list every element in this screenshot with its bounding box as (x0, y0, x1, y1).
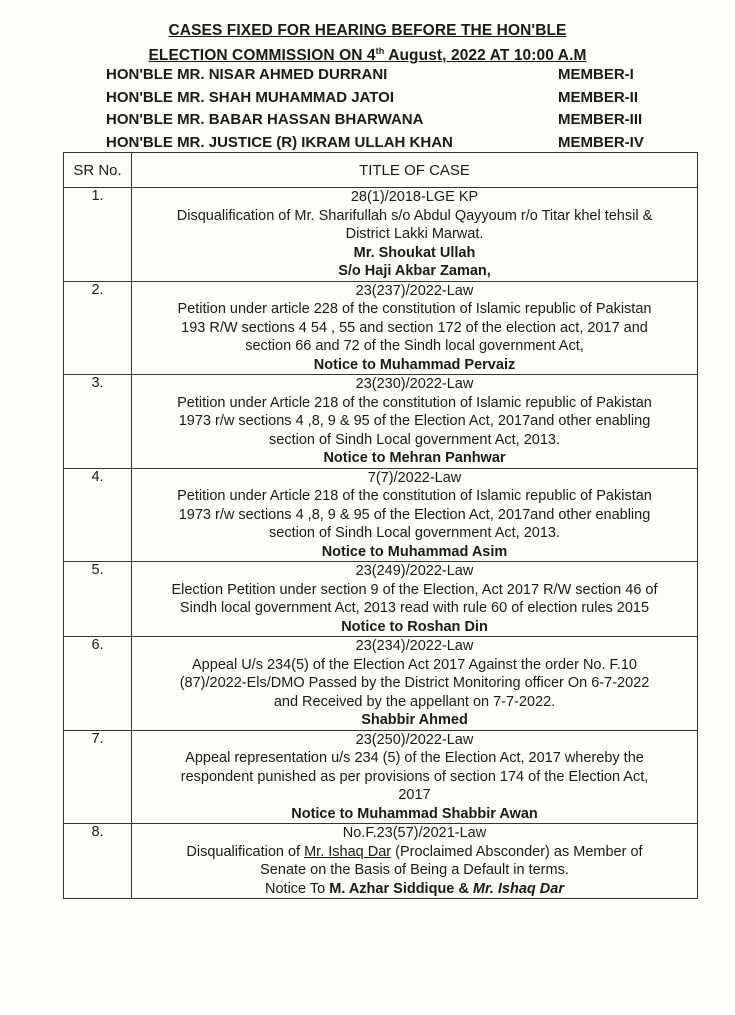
table-row (64, 824, 698, 899)
member-seat: MEMBER-I (558, 66, 634, 83)
header-line-2-pre: ELECTION COMMISSION ON 4 (148, 47, 376, 65)
case-party-line: S/o Haji Akbar Zaman, (338, 263, 491, 279)
case-number: 28(1)/2018-LGE KP (350, 189, 479, 205)
case-description-line: and Received by the appellant on 7-7-2022. (273, 693, 556, 710)
case-title-cell (132, 375, 698, 469)
member-name: HON'BLE MR. SHAH MUHAMMAD JATOI (106, 88, 395, 106)
case-description-line: Senate on the Basis of Being a Default in terms. (260, 862, 569, 878)
case-description-line: section 66 and 72 of the Sindh local government Act, (245, 338, 584, 354)
case-number: 23(250)/2022-Law (355, 731, 474, 748)
case-title-cell (132, 637, 698, 731)
case-description-line: 1973 r/w sections 4 ,8, 9 & 95 of the Election Act, 2017and other enabling (178, 506, 651, 523)
case-description-line: Petition under article 228 of the constitution of Islamic republic of Pakistan (177, 301, 652, 317)
case-sr-number: 2. (64, 281, 132, 375)
case-title-cell (132, 281, 698, 375)
case-description-line: Sindh local government Act, 2013 read with rule 60 of election rules 2015 (179, 600, 650, 616)
case-description-line: Petition under Article 218 of the constitution of Islamic republic of Pakistan (177, 394, 652, 411)
header-line-2-post: August, 2022 AT 10:00 A.M (384, 47, 587, 65)
header-ordinal-sup: th (375, 46, 385, 56)
case-sr-number: 5. (64, 562, 132, 637)
case-sr-number: 8. (64, 824, 132, 899)
case-party-line (132, 880, 697, 899)
party-name: Mr. Ishaq Dar (472, 880, 564, 897)
case-number: 23(249)/2022-Law (355, 563, 474, 579)
member-row (106, 89, 666, 112)
case-description-line: 193 R/W sections 4 54 , 55 and section 172 of the election act, 2017 and (181, 319, 648, 336)
table-row (64, 375, 698, 469)
case-description-line: 1973 r/w sections 4 ,8, 9 & 95 of the Election Act, 2017and other enabling (178, 413, 651, 429)
table-row (64, 637, 698, 731)
case-title-cell (132, 188, 698, 282)
member-row (106, 66, 666, 89)
table-row (64, 562, 698, 637)
column-header-sr: SR No. (64, 153, 132, 188)
case-sr-number: 7. (64, 730, 132, 824)
cases-body (64, 188, 698, 899)
case-description-line: Election Petition under section 9 of the Election, Act 2017 R/W section 46 of (171, 581, 658, 598)
member-name: HON'BLE MR. BABAR HASSAN BHARWANA (106, 111, 424, 128)
desc-text: (Proclaimed Absconder) as Member of (391, 843, 643, 860)
case-title-cell (132, 468, 698, 562)
case-description-line: Disqualification of Mr. Sharifullah s/o Abdul Qayyoum r/o Titar khel tehsil & (176, 207, 653, 224)
case-party-line: Notice to Mehran Panhwar (323, 450, 506, 466)
case-description-line: (87)/2022-Els/DMO Passed by the District Monitoring officer On 6-7-2022 (179, 675, 650, 691)
case-description-line: District Lakki Marwat. (345, 226, 484, 242)
case-number: No.F.23(57)/2021-Law (342, 825, 487, 841)
column-header-title: TITLE OF CASE (132, 153, 698, 188)
case-description-line: Appeal representation u/s 234 (5) of the Election Act, 2017 whereby the (185, 750, 644, 766)
desc-text: Disqualification of (186, 843, 305, 860)
case-number: 7(7)/2022-Law (367, 469, 462, 486)
case-sr-number: 3. (64, 375, 132, 469)
case-party-line: Notice to Muhammad Asim (321, 543, 508, 560)
table-row (64, 188, 698, 282)
ampersand: & (454, 880, 473, 897)
cases-table (63, 152, 698, 899)
table-row (64, 468, 698, 562)
case-party-line: Notice to Muhammad Pervaiz (313, 356, 516, 373)
respondent-name: Mr. Ishaq Dar (304, 843, 392, 860)
member-name: HON'BLE MR. JUSTICE (R) IKRAM ULLAH KHAN (106, 133, 453, 151)
case-party-line: Mr. Shoukat Ullah (353, 244, 476, 261)
case-party-line: Notice to Roshan Din (341, 618, 488, 635)
case-sr-number: 4. (64, 468, 132, 562)
case-number: 23(230)/2022-Law (355, 376, 474, 392)
case-title-cell (132, 730, 698, 824)
case-description-line: 2017 (398, 787, 431, 803)
case-description-line: Petition under Article 218 of the constitution of Islamic republic of Pakistan (177, 488, 652, 504)
member-seat: MEMBER-II (558, 88, 638, 106)
notice-prefix: Notice To (265, 880, 330, 897)
header-title-line-1: CASES FIXED FOR HEARING BEFORE THE HON'BLE (168, 22, 567, 39)
member-row (106, 111, 666, 134)
case-title-cell (132, 562, 698, 637)
table-row (64, 281, 698, 375)
case-description-line: respondent punished as per provisions of section 174 of the Election Act, (180, 768, 649, 785)
member-seat: MEMBER-IV (558, 133, 644, 151)
case-number: 23(237)/2022-Law (355, 282, 474, 299)
case-party-line: Shabbir Ahmed (361, 712, 468, 728)
case-description-line: section of Sindh Local government Act, 2013. (269, 525, 560, 541)
party-name: M. Azhar Siddique (329, 880, 455, 897)
case-sr-number: 6. (64, 637, 132, 731)
case-title-cell (132, 824, 698, 899)
case-description-line: Appeal U/s 234(5) of the Election Act 2017 Against the order No. F.10 (192, 656, 637, 673)
case-party-line: Notice to Muhammad Shabbir Awan (291, 805, 538, 822)
case-description-line (132, 843, 697, 862)
member-seat: MEMBER-III (558, 111, 643, 128)
document-header (0, 20, 735, 66)
member-name: HON'BLE MR. NISAR AHMED DURRANI (106, 66, 388, 83)
header-title-line-2 (0, 41, 735, 66)
bench-members (106, 66, 666, 156)
case-number: 23(234)/2022-Law (355, 638, 474, 654)
table-header-row (64, 153, 698, 188)
table-row (64, 730, 698, 824)
case-sr-number: 1. (64, 188, 132, 282)
case-description-line: section of Sindh Local government Act, 2013. (269, 431, 560, 448)
